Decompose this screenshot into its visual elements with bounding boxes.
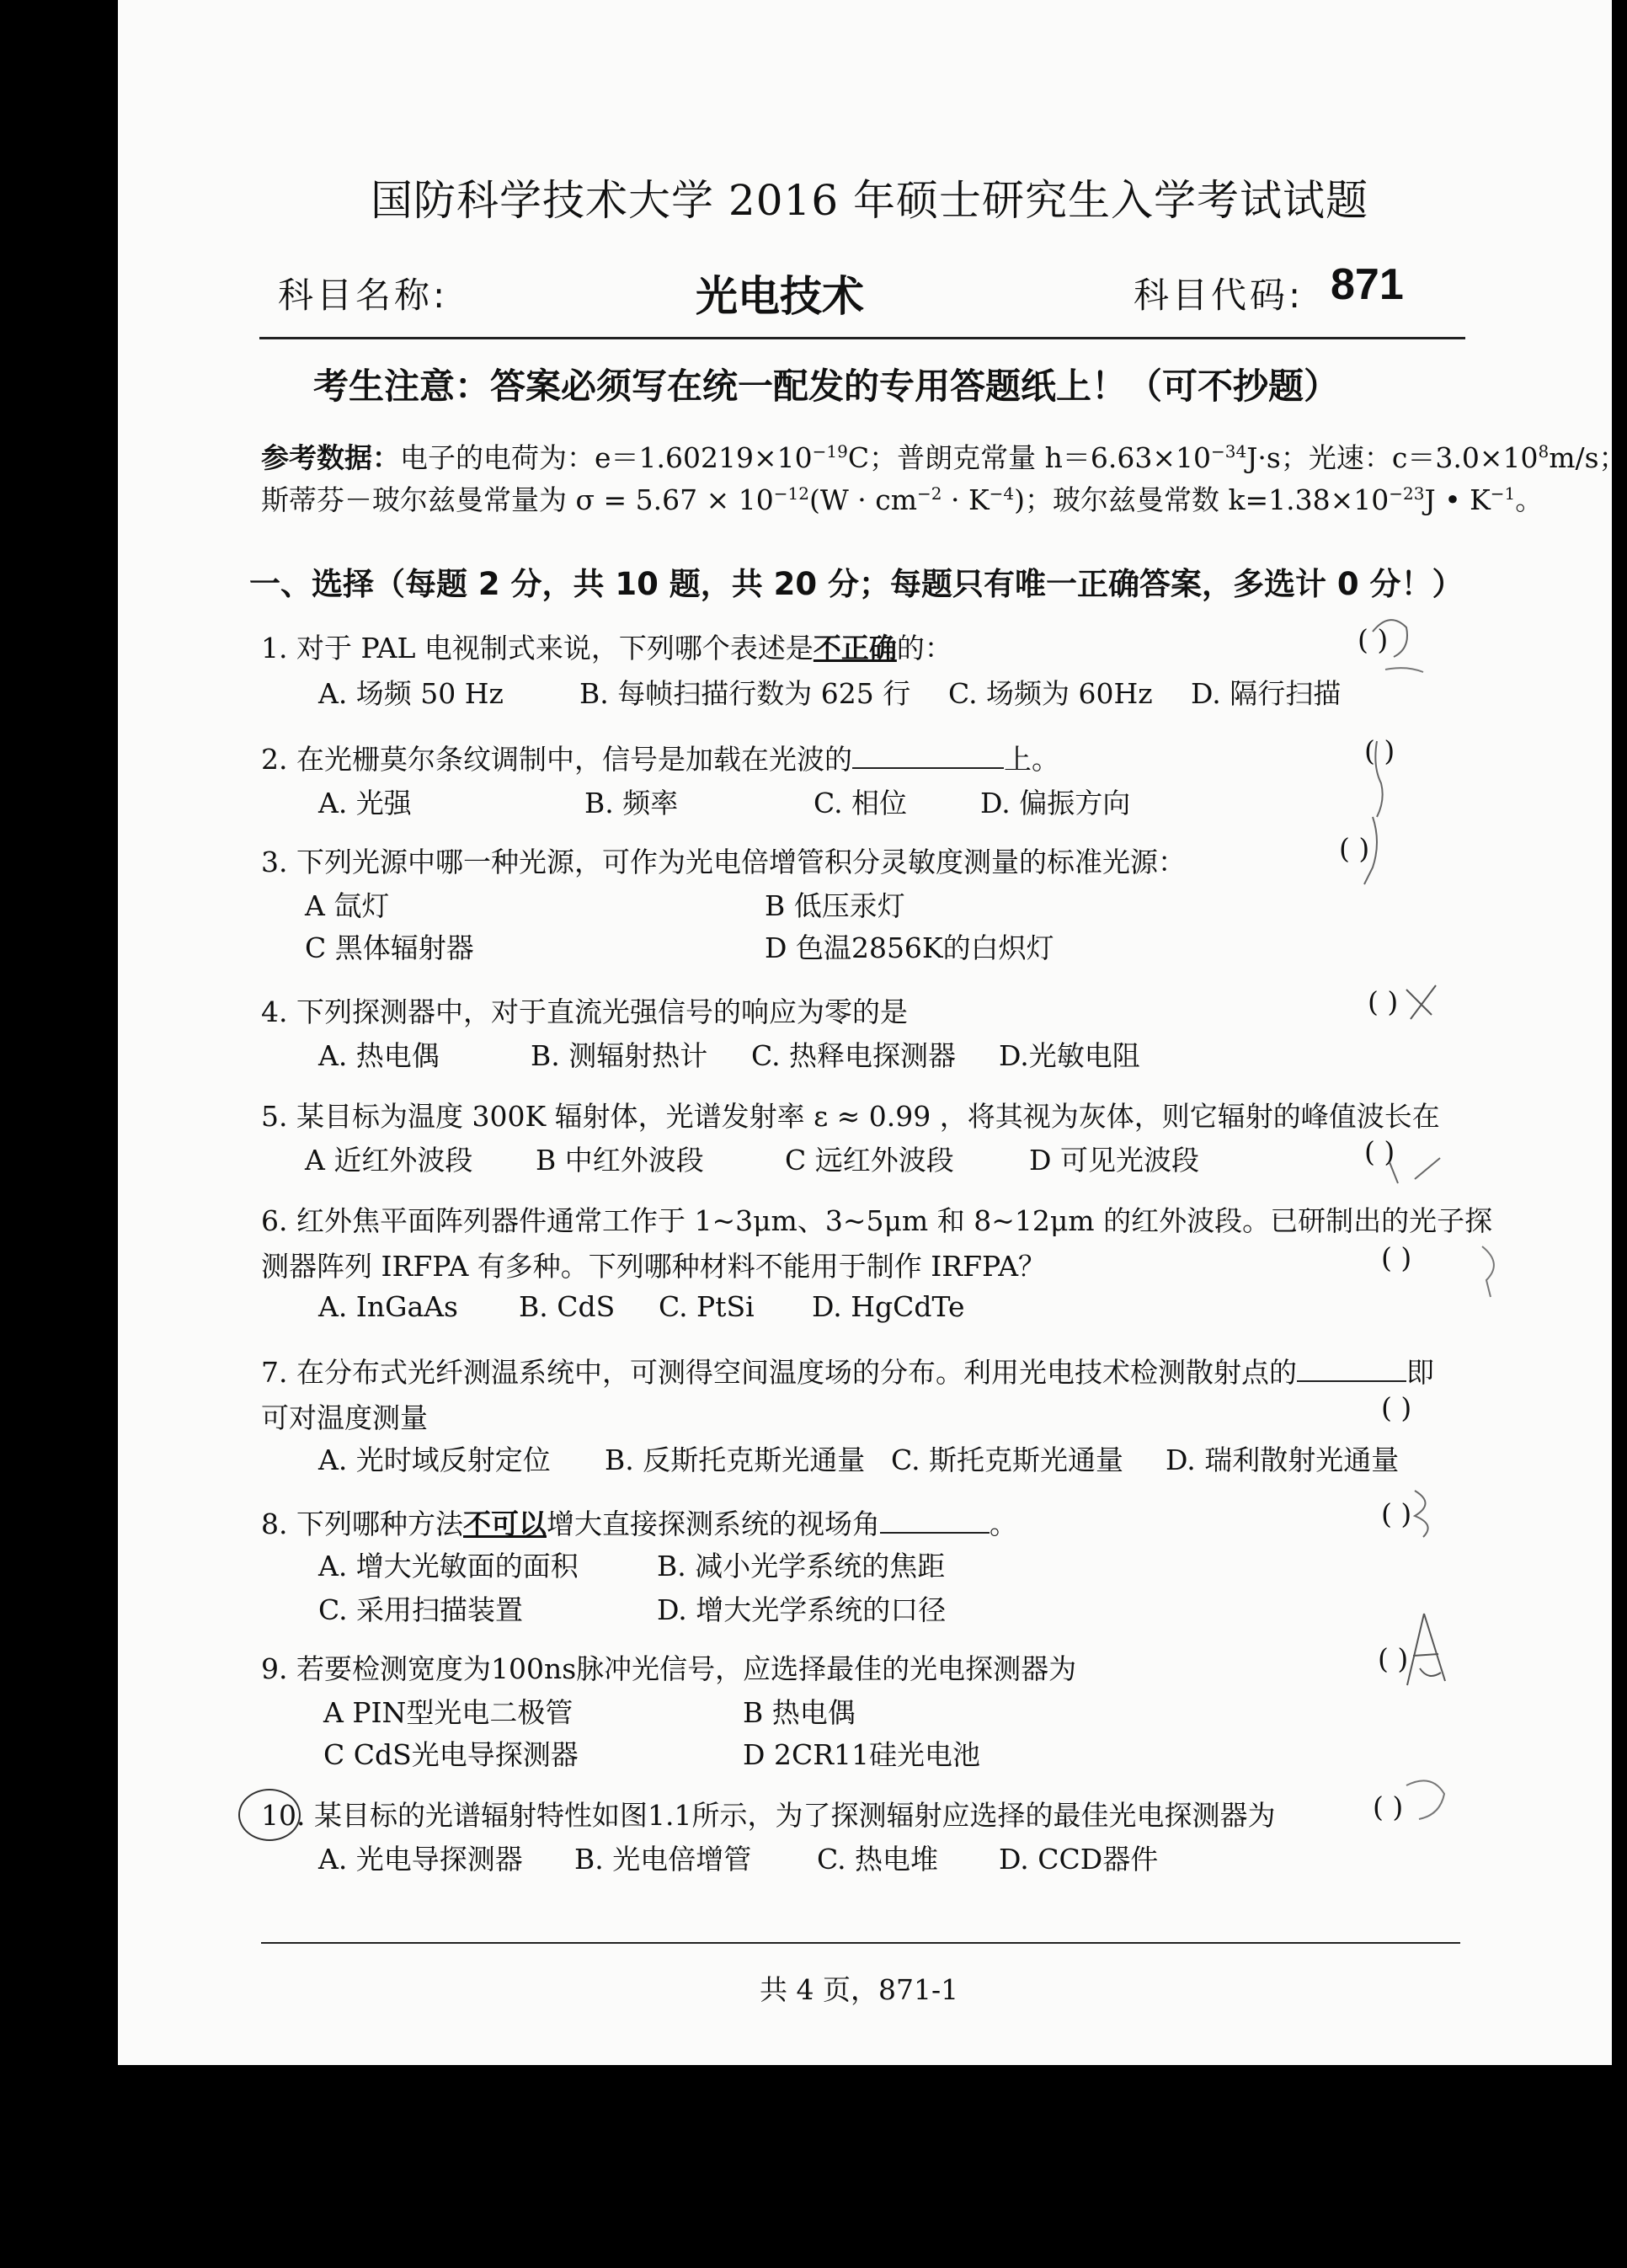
q-text: 7. 在分布式光纤测温系统中，可测得空间温度场的分布。利用光电技术检测散射点的 bbox=[261, 1356, 1297, 1389]
question-6-line-1: 6. 红外焦平面阵列器件通常工作于 1~3μm、3~5μm 和 8~12μm 的红外波段。已研制出的光子探 bbox=[261, 1204, 1493, 1237]
q1-option-b: B. 每帧扫描行数为 625 行 bbox=[579, 677, 911, 710]
q5-option-a: A 近红外波段 bbox=[305, 1144, 473, 1177]
question-10: 10. 某目标的光谱辐射特性如图1.1所示，为了探测辐射应选择的最佳光电探测器为 bbox=[261, 1799, 1276, 1832]
ref-sup: 8 bbox=[1538, 441, 1550, 462]
section-heading: 一、选择（每题 2 分，共 10 题，共 20 分；每题只有唯一正确答案，多选计 0 分！） bbox=[249, 566, 1464, 602]
q9-option-c: C CdS光电导探测器 bbox=[323, 1738, 579, 1771]
answer-paren: ( ) bbox=[1368, 985, 1399, 1018]
ref-text: 电子的电荷为：e＝1.60219×10 bbox=[400, 441, 813, 474]
q-emphasis: 不正确 bbox=[813, 632, 897, 664]
q9-option-b: B 热电偶 bbox=[743, 1696, 856, 1729]
q4-option-b: B. 测辐射热计 bbox=[531, 1039, 708, 1072]
q3-option-a: A 氙灯 bbox=[305, 889, 390, 922]
pencil-mark-q4 bbox=[1398, 977, 1448, 1027]
ref-text: 。 bbox=[1515, 483, 1544, 516]
ref-sup: −19 bbox=[812, 441, 848, 462]
q1-option-a: A. 场频 50 Hz bbox=[318, 677, 504, 710]
question-5: 5. 某目标为温度 300K 辐射体，光谱发射率 ε ≈ 0.99 ，将其视为灰体，则它辐射的峰值波长在 bbox=[261, 1100, 1440, 1133]
q3-option-b: B 低压汞灯 bbox=[765, 889, 905, 922]
q7-option-d: D. 瑞利散射光通量 bbox=[1166, 1444, 1400, 1476]
question-6-line-2: 测器阵列 IRFPA 有多种。下列哪种材料不能用于制作 IRFPA？ bbox=[261, 1250, 1047, 1283]
q3-option-d: D 色温2856K的白炽灯 bbox=[765, 931, 1054, 964]
q7-option-b: B. 反斯托克斯光通量 bbox=[605, 1444, 866, 1476]
notice: 考生注意：答案必须写在统一配发的专用答题纸上！（可不抄题） bbox=[313, 366, 1340, 407]
answer-blank bbox=[880, 1508, 990, 1534]
q5-option-b: B 中红外波段 bbox=[536, 1144, 704, 1177]
q8-option-d: D. 增大光学系统的口径 bbox=[657, 1593, 947, 1626]
question-7-line-2: 可对温度测量 bbox=[261, 1401, 428, 1434]
q-text: 的： bbox=[896, 632, 952, 664]
answer-paren: ( ) bbox=[1364, 1135, 1395, 1168]
question-9: 9. 若要检测宽度为100ns脉冲光信号，应选择最佳的光电探测器为 bbox=[261, 1652, 1077, 1685]
q7-option-c: C. 斯托克斯光通量 bbox=[891, 1444, 1124, 1476]
pencil-mark-q1 bbox=[1347, 606, 1448, 691]
q7-option-a: A. 光时域反射定位 bbox=[318, 1444, 551, 1476]
ref-text: m/s； bbox=[1549, 441, 1627, 474]
ref-text: 斯蒂芬－玻尔兹曼常量为 σ = 5.67 × 10 bbox=[261, 483, 774, 516]
ref-sup: −2 bbox=[917, 483, 942, 504]
subject-code-value: 871 bbox=[1331, 260, 1404, 309]
answer-paren: ( ) bbox=[1373, 1790, 1404, 1823]
answer-paren: ( ) bbox=[1381, 1241, 1412, 1274]
q1-option-d: D. 隔行扫描 bbox=[1191, 677, 1342, 710]
subject-label: 科目名称: bbox=[278, 275, 449, 316]
q6-option-a: A. InGaAs bbox=[318, 1290, 458, 1323]
q2-option-b: B. 频率 bbox=[584, 787, 679, 819]
answer-blank bbox=[852, 744, 1004, 769]
q3-option-c: C 黑体辐射器 bbox=[305, 931, 474, 964]
q10-option-d: D. CCD器件 bbox=[999, 1843, 1159, 1876]
q6-option-b: B. CdS bbox=[519, 1290, 616, 1323]
ref-sup: −4 bbox=[989, 483, 1015, 504]
pencil-mark-q3 bbox=[1347, 808, 1415, 893]
q10-option-b: B. 光电倍增管 bbox=[574, 1843, 752, 1876]
q8-option-c: C. 采用扫描装置 bbox=[318, 1593, 524, 1626]
question-1 bbox=[261, 627, 952, 666]
q-text: 。 bbox=[989, 1508, 1017, 1540]
q-text: 增大直接探测系统的视场角 bbox=[546, 1508, 880, 1540]
answer-paren: ( ) bbox=[1358, 623, 1389, 656]
subject-code-label: 科目代码: bbox=[1134, 275, 1304, 316]
ref-text: C；普朗克常量 h＝6.63×10 bbox=[847, 441, 1211, 474]
ref-text: · K bbox=[942, 483, 990, 516]
q-emphasis: 不可以 bbox=[462, 1508, 547, 1540]
ref-sup: −34 bbox=[1210, 441, 1247, 462]
q6-option-c: C. PtSi bbox=[659, 1290, 755, 1323]
q5-option-d: D 可见光波段 bbox=[1029, 1144, 1199, 1177]
q-text: 8. 下列哪种方法 bbox=[261, 1508, 463, 1540]
q4-option-c: C. 热释电探测器 bbox=[751, 1039, 957, 1072]
header-divider bbox=[259, 337, 1465, 339]
answer-paren: ( ) bbox=[1339, 832, 1370, 865]
question-8 bbox=[261, 1502, 1017, 1542]
q-text: 1. 对于 PAL 电视制式来说，下列哪个表述是 bbox=[261, 632, 814, 664]
reference-heading: 参考数据： bbox=[261, 441, 400, 474]
question-3: 3. 下列光源中哪一种光源，可作为光电倍增管积分灵敏度测量的标准光源： bbox=[261, 846, 1186, 878]
q-text: 2. 在光栅莫尔条纹调制中，信号是加载在光波的 bbox=[261, 743, 852, 776]
pencil-mark-q8 bbox=[1398, 1482, 1448, 1541]
q9-option-d: D 2CR11硅光电池 bbox=[743, 1738, 981, 1771]
answer-paren: ( ) bbox=[1381, 1391, 1412, 1424]
ref-sup: −1 bbox=[1490, 483, 1516, 504]
q10-option-c: C. 热电堆 bbox=[817, 1843, 939, 1876]
q-text: 上。 bbox=[1003, 743, 1059, 776]
q4-option-a: A. 热电偶 bbox=[318, 1039, 440, 1072]
q-text: 即 bbox=[1406, 1356, 1434, 1389]
pencil-mark-q6 bbox=[1465, 1238, 1516, 1305]
ref-sup: −23 bbox=[1389, 483, 1425, 504]
q2-option-c: C. 相位 bbox=[814, 787, 908, 819]
q4-option-d: D.光敏电阻 bbox=[999, 1039, 1140, 1072]
q8-option-a: A. 增大光敏面的面积 bbox=[318, 1550, 579, 1582]
q5-option-c: C 远红外波段 bbox=[785, 1144, 954, 1177]
q10-option-a: A. 光电导探测器 bbox=[318, 1843, 523, 1876]
answer-blank bbox=[1297, 1357, 1406, 1382]
ref-text: )；玻尔兹曼常数 k=1.38×10 bbox=[1014, 483, 1390, 516]
pencil-mark-q5 bbox=[1381, 1145, 1448, 1196]
answer-paren: ( ) bbox=[1381, 1497, 1412, 1530]
question-2 bbox=[261, 738, 1059, 777]
reference-line-2 bbox=[261, 478, 1543, 518]
q1-option-c: C. 场频为 60Hz bbox=[948, 677, 1153, 710]
q2-option-d: D. 偏振方向 bbox=[980, 787, 1131, 819]
answer-paren: ( ) bbox=[1378, 1642, 1409, 1675]
page-footer: 共 4 页，871-1 bbox=[760, 1973, 959, 2006]
ref-text: J • K bbox=[1424, 483, 1491, 516]
pencil-mark-q10 bbox=[1381, 1769, 1457, 1836]
subject-name: 光电技术 bbox=[696, 272, 864, 321]
ref-text: J·s；光速：c＝3.0×10 bbox=[1246, 441, 1539, 474]
q8-option-b: B. 减小光学系统的焦距 bbox=[657, 1550, 946, 1582]
q9-option-a: A PIN型光电二极管 bbox=[323, 1696, 573, 1729]
q6-option-d: D. HgCdTe bbox=[812, 1290, 965, 1323]
footer-divider bbox=[261, 1942, 1460, 1944]
pencil-mark-q9 bbox=[1395, 1605, 1454, 1698]
exam-title: 国防科学技术大学 2016 年硕士研究生入学考试试题 bbox=[371, 176, 1369, 225]
question-4: 4. 下列探测器中，对于直流光强信号的响应为零的是 bbox=[261, 995, 908, 1028]
answer-paren: ( ) bbox=[1364, 734, 1395, 767]
q2-option-a: A. 光强 bbox=[318, 787, 412, 819]
question-7 bbox=[261, 1351, 1434, 1390]
reference-line-1 bbox=[261, 436, 1627, 476]
ref-text: (W · cm bbox=[808, 483, 918, 516]
ref-sup: −12 bbox=[773, 483, 809, 504]
